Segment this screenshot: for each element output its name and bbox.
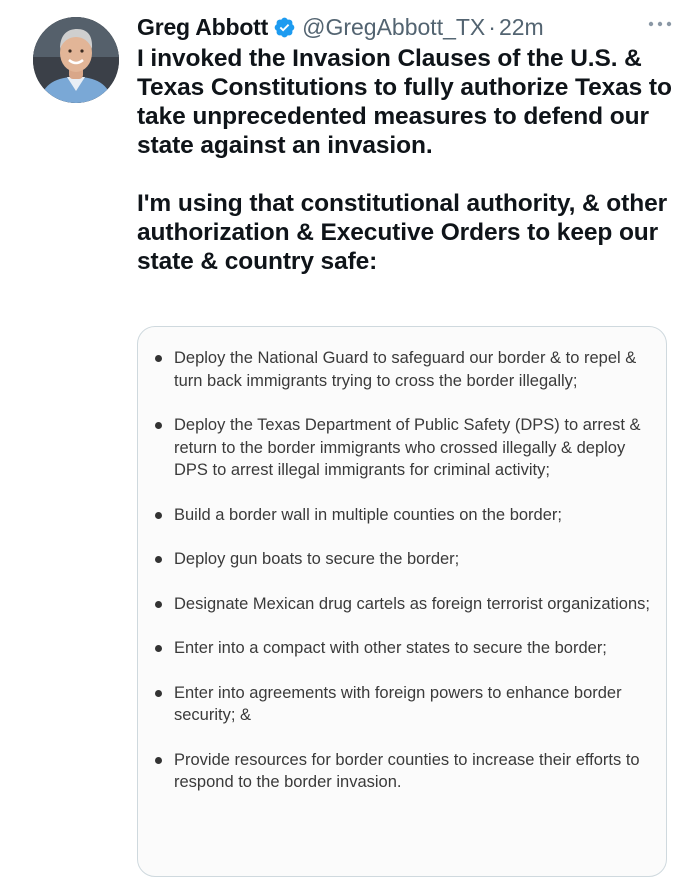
list-item: [152, 414, 662, 482]
list-item: [152, 637, 662, 660]
list-item-text: Designate Mexican drug cartels as foreign terrorist organizations;: [174, 594, 650, 613]
list-item: [152, 749, 662, 794]
list-item-text: Enter into a compact with other states to secure the border;: [174, 639, 607, 657]
display-name[interactable]: Greg Abbott: [137, 13, 269, 40]
separator-dot: ·: [488, 13, 496, 40]
list-item: [152, 504, 662, 527]
bullet-icon: [155, 690, 162, 697]
list-item-text: Deploy the Texas Department of Public Safety (DPS) to arrest & return to the border immigrants who crossed illegally & deploy DPS to arrest illegal immigrants for criminal activity;: [174, 416, 641, 479]
timestamp[interactable]: 22m: [498, 13, 544, 40]
bullet-icon: [155, 757, 162, 764]
verified-badge-icon: [273, 16, 296, 39]
list-item-text: Deploy the National Guard to safeguard our border & to repel & turn back immigrants trying to cross the border illegally;: [174, 349, 637, 390]
tweet-header: [137, 12, 697, 42]
list-item: [152, 593, 662, 616]
bullet-icon: [155, 422, 162, 429]
avatar-photo: [33, 17, 119, 103]
bullet-icon: [155, 556, 162, 563]
bullet-icon: [155, 512, 162, 519]
list-item: [152, 682, 662, 727]
bullet-icon: [155, 601, 162, 608]
more-options-icon[interactable]: [645, 14, 675, 34]
tweet-paragraph: I'm using that constitutional authority, & other authorization & Executive Orders to keep our state & country safe:: [137, 190, 668, 275]
tweet-text: [137, 44, 677, 276]
user-handle[interactable]: @GregAbbott_TX: [302, 13, 486, 40]
attached-image-card[interactable]: [137, 326, 667, 877]
list-item: [152, 347, 662, 392]
list-item-text: Enter into agreements with foreign powers to enhance border security; &: [174, 683, 622, 724]
list-item: [152, 548, 662, 571]
avatar[interactable]: [33, 17, 119, 103]
bullet-icon: [155, 355, 162, 362]
measures-list: [152, 347, 662, 816]
list-item-text: Deploy gun boats to secure the border;: [174, 550, 460, 568]
list-item-text: Build a border wall in multiple counties on the border;: [174, 505, 562, 524]
tweet-paragraph: I invoked the Invasion Clauses of the U.S. & Texas Constitutions to fully authorize Texas to take unprecedented measures to defend our state against an invasion.: [137, 45, 672, 159]
list-item-text: Provide resources for border counties to increase their efforts to respond to the border invasion.: [174, 750, 640, 791]
bullet-icon: [155, 645, 162, 652]
